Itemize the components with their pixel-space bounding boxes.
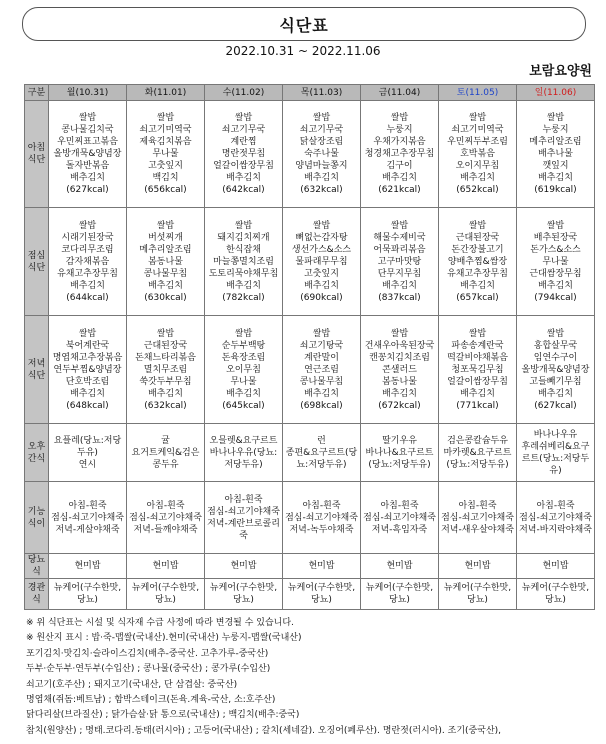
menu-cell xyxy=(283,316,361,424)
menu-item: 깻잎지 xyxy=(542,161,569,171)
row-label-line: 식단 xyxy=(27,370,46,381)
menu-item: 시래기된장국 xyxy=(61,232,114,243)
menu-item: 저녁-흑임자죽 xyxy=(371,524,428,535)
menu-item: 단호박조림 xyxy=(65,376,110,387)
menu-item: 쌀밥 xyxy=(234,113,253,123)
menu-item: 무나물 xyxy=(230,376,257,387)
note-line: 참치(원양산) ; 명태.코다리.동태(러시아) ; 고등어(국내산) ; 갈치(세네갈). 오징어(페루산). 명란젓(러시아). 조기(중국산), xyxy=(26,725,502,736)
menu-item: 고들빼기무침 xyxy=(529,376,582,387)
menu-item: 버섯찌개 xyxy=(148,232,183,243)
header-corner: 구분 xyxy=(25,85,49,101)
menu-item: 쇠고기미역국 xyxy=(139,125,192,135)
menu-item: 뉴케어(구수한맛,당뇨) xyxy=(53,583,122,605)
row-label-line: 간식 xyxy=(27,453,46,464)
menu-cell xyxy=(439,424,517,482)
menu-item: 한식잡채 xyxy=(226,244,261,255)
row-label-line: 오후 xyxy=(27,441,46,452)
menu-item: 돈채느타리볶음 xyxy=(135,352,196,363)
menu-item: 현미밥 xyxy=(542,561,569,571)
menu-item: 명엽채고추장볶음 xyxy=(52,352,123,363)
note-line: 닭다리살(브라질산) ; 닭가슴살·닭 통으로(국내산) ; 백김치(배추:중국) xyxy=(26,710,300,721)
menu-item: 아침-흰죽 xyxy=(536,500,575,511)
menu-item: 뉴케어(구수한맛,당뇨) xyxy=(443,583,512,605)
day-header: 목(11.03) xyxy=(283,85,361,101)
menu-item: 쌀밥 xyxy=(78,113,97,123)
row-label-line: 식이 xyxy=(27,518,46,529)
menu-item: 돈간장불고기 xyxy=(451,244,504,255)
menu-item: 쌀밥 xyxy=(156,328,175,339)
menu-item: 현미밥 xyxy=(74,561,101,571)
menu-cell xyxy=(439,482,517,554)
menu-cell xyxy=(361,554,439,579)
menu-cell xyxy=(127,208,205,316)
menu-item: 쌀밥 xyxy=(234,220,253,231)
menu-item: 얼갈이쌈장무침 xyxy=(213,161,274,171)
menu-item: 쇠고기미역국 xyxy=(451,125,504,135)
menu-item: 후레쉬베리&요구르트(당뇨:저당두유) xyxy=(521,441,590,476)
menu-item: 점심-쇠고기야채죽 xyxy=(441,512,514,523)
menu-cell xyxy=(361,424,439,482)
menu-item: 배추김치 xyxy=(460,388,495,399)
menu-item: 올방개묵&양념장 xyxy=(53,149,122,159)
menu-cell xyxy=(517,208,595,316)
row-label xyxy=(25,482,49,554)
row-label-line: 점심 xyxy=(27,250,46,261)
menu-cell xyxy=(205,554,283,579)
menu-cell xyxy=(361,101,439,208)
menu-item: 청포묵김무침 xyxy=(451,364,504,375)
menu-item: 쌀밥 xyxy=(156,220,175,231)
day-header: 월(10.31) xyxy=(49,85,127,101)
menu-item: 고춧잎지 xyxy=(148,161,183,171)
menu-item: 배추김치 xyxy=(538,280,573,291)
menu-item: 뉴케어(구수한맛,당뇨) xyxy=(209,583,278,605)
menu-item: 검은콩칼슘두유 xyxy=(447,435,508,446)
menu-item: (648kcal) xyxy=(66,400,109,411)
note-line: ※ 원산지 표시 : 밥·죽-맵쌀(국내산).현미(국내산) 누룽지-맵쌀(국내산) xyxy=(26,633,302,644)
menu-item: 돈가스&소스 xyxy=(530,244,581,255)
menu-item: 코다리무조림 xyxy=(61,244,114,255)
menu-cell xyxy=(439,101,517,208)
menu-item: (627kcal) xyxy=(66,185,109,195)
menu-item: 아침-흰죽 xyxy=(380,500,419,511)
menu-cell xyxy=(361,579,439,610)
menu-item: 돌자반볶음 xyxy=(65,161,110,171)
breakfast-row xyxy=(25,101,595,208)
menu-item: 오이지무침 xyxy=(455,161,500,171)
row-label-line: 식단 xyxy=(27,155,46,165)
menu-item: 배추김치 xyxy=(226,388,261,399)
menu-item: 현미밥 xyxy=(230,561,257,571)
menu-item: (690kcal) xyxy=(300,292,343,303)
menu-cell xyxy=(49,208,127,316)
menu-item: 양배추찜&쌈장 xyxy=(447,256,508,267)
menu-cell xyxy=(205,424,283,482)
note-line: ※ 위 식단표는 시설 및 식자재 수급 사정에 따라 변경될 수 있습니다. xyxy=(26,618,294,628)
menu-item: (698kcal) xyxy=(300,400,343,411)
menu-item: 쌀밥 xyxy=(156,113,175,123)
menu-cell xyxy=(205,579,283,610)
menu-item: 파송송계란국 xyxy=(451,340,504,351)
row-label-line: 당뇨 xyxy=(27,555,46,565)
notes xyxy=(26,616,596,739)
menu-item: 무나물 xyxy=(542,256,569,267)
menu-cell xyxy=(439,579,517,610)
menu-cell xyxy=(439,554,517,579)
menu-item: (657kcal) xyxy=(456,292,499,303)
menu-item: 배추김치 xyxy=(460,280,495,291)
menu-item: 메추리알조림 xyxy=(139,244,192,255)
day-header: 화(11.01) xyxy=(127,85,205,101)
menu-item: 배추김치 xyxy=(460,173,495,183)
menu-item: 저녁-게살야채죽 xyxy=(55,524,120,535)
menu-item: (619kcal) xyxy=(534,185,577,195)
menu-item: (630kcal) xyxy=(144,292,187,303)
row-label-line: 식단 xyxy=(27,262,46,273)
menu-item: 누룽지 xyxy=(542,125,569,135)
menu-item: 연시 xyxy=(78,459,97,470)
menu-cell xyxy=(283,482,361,554)
menu-item: 연근조림 xyxy=(304,364,339,375)
menu-item: 마카렛&요구르트(당뇨:저당두유) xyxy=(443,447,512,470)
menu-item: 딸기우유 xyxy=(382,435,417,446)
menu-cell xyxy=(517,316,595,424)
menu-item: 쌀밥 xyxy=(234,328,253,339)
menu-item: 호박볶음 xyxy=(460,149,495,159)
menu-item: 점심-쇠고기야채죽 xyxy=(363,512,436,523)
menu-item: (782kcal) xyxy=(222,292,265,303)
menu-item: 근대된장국 xyxy=(455,232,500,243)
menu-cell xyxy=(127,316,205,424)
menu-item: 바나나우유 xyxy=(533,429,578,440)
menu-item: (652kcal) xyxy=(456,185,499,195)
menu-item: 저녁-녹두야채죽 xyxy=(289,524,354,535)
menu-item: 콘샐러드 xyxy=(382,364,417,375)
menu-item: 임연수구이 xyxy=(533,352,578,363)
menu-cell xyxy=(205,482,283,554)
menu-cell xyxy=(127,579,205,610)
menu-cell xyxy=(49,554,127,579)
menu-cell xyxy=(127,482,205,554)
menu-cell xyxy=(517,101,595,208)
row-label-line: 경관 xyxy=(27,583,46,593)
menu-item: 봄동나물 xyxy=(382,376,417,387)
menu-cell xyxy=(283,208,361,316)
menu-item: 아침-흰죽 xyxy=(224,494,263,505)
menu-item: 쌀밥 xyxy=(312,220,331,231)
row-label-line: 식 xyxy=(32,595,41,605)
menu-cell xyxy=(439,316,517,424)
day-header: 수(11.02) xyxy=(205,85,283,101)
menu-item: 뼈없는감자탕 xyxy=(295,232,348,243)
diabetic-diet-row xyxy=(25,554,595,579)
menu-item: 감자채볶음 xyxy=(65,256,110,267)
menu-item: 배추김치 xyxy=(226,280,261,291)
menu-item: 청경채고추장무침 xyxy=(364,149,435,159)
therapeutic-diet-row xyxy=(25,482,595,554)
menu-item: 계란말이 xyxy=(304,352,339,363)
menu-item: 뉴케어(구수한맛,당뇨) xyxy=(131,583,200,605)
menu-item: 요플레(당뇨:저당두유) xyxy=(53,435,122,458)
menu-item: 쌀밥 xyxy=(468,328,487,339)
menu-item: 배추나물 xyxy=(538,149,573,159)
menu-item: 쌀밥 xyxy=(546,328,565,339)
menu-item: 뉴케어(구수한맛,당뇨) xyxy=(365,583,434,605)
menu-item: (621kcal) xyxy=(378,185,421,195)
menu-cell xyxy=(517,579,595,610)
menu-item: 뉴케어(구수한맛,당뇨) xyxy=(521,583,590,605)
menu-item: (656kcal) xyxy=(144,185,187,195)
snack-row xyxy=(25,424,595,482)
menu-item: 우채가지볶음 xyxy=(373,137,426,147)
menu-item: 귤 xyxy=(161,435,170,446)
menu-item: 쌀밥 xyxy=(468,220,487,231)
menu-cell xyxy=(361,208,439,316)
menu-item: 떡갈비야채볶음 xyxy=(447,352,508,363)
menu-item: 닭살장조림 xyxy=(299,137,344,147)
menu-item: 배추된장국 xyxy=(533,232,578,243)
menu-item: (642kcal) xyxy=(222,185,265,195)
menu-item: 양념마늘쫑지 xyxy=(295,161,348,171)
row-label xyxy=(25,554,49,579)
menu-item: 현미밥 xyxy=(308,561,335,571)
page-title xyxy=(22,7,586,41)
menu-item: 근대쌈장무침 xyxy=(529,268,582,279)
menu-item: 아침-흰죽 xyxy=(302,500,341,511)
menu-cell xyxy=(283,101,361,208)
menu-item: 돼지김치찌개 xyxy=(217,232,270,243)
menu-item: 무나물 xyxy=(152,149,179,159)
menu-item: 배추김치 xyxy=(382,173,417,183)
dinner-row xyxy=(25,316,595,424)
menu-item: 배추김치 xyxy=(304,280,339,291)
date-range: 2022.10.31 ~ 2022.11.06 xyxy=(225,44,381,58)
menu-item: 저녁-바지락야채죽 xyxy=(519,524,592,535)
note-line: 두부·순두부·연두부(수입산) ; 콩나물(중국산) ; 콩가루(수입산) xyxy=(26,664,271,675)
menu-item: 홍합살무국 xyxy=(533,340,578,351)
menu-item: 쌀밥 xyxy=(312,328,331,339)
menu-item: 봄동나물 xyxy=(148,256,183,267)
menu-item: 저녁-계란브로콜리죽 xyxy=(207,518,280,541)
menu-item: 연두부찜&양념장 xyxy=(53,364,122,375)
menu-item: 누룽지 xyxy=(386,125,413,135)
menu-cell xyxy=(517,482,595,554)
menu-item: 쌀밥 xyxy=(468,113,487,123)
menu-item: 점심-쇠고기야채죽 xyxy=(51,512,124,523)
menu-item: 숙주나물 xyxy=(304,149,339,159)
menu-cell xyxy=(517,424,595,482)
menu-item: (771kcal) xyxy=(456,400,499,411)
menu-item: 바나나우유(당뇨:저당두유) xyxy=(209,447,278,470)
menu-item: 배추김치 xyxy=(538,388,573,399)
menu-item: 런 xyxy=(317,435,326,446)
page-title-text: 식단표 xyxy=(279,15,329,35)
menu-item: 생선가스&소스 xyxy=(291,244,352,255)
menu-cell xyxy=(361,482,439,554)
menu-item: 북어계란국 xyxy=(65,340,110,351)
menu-item: 어묵꽈리볶음 xyxy=(373,244,426,255)
menu-item: 점심-쇠고기야채죽 xyxy=(129,512,202,523)
menu-item: 쌀밥 xyxy=(390,113,409,123)
menu-item: 계란찜 xyxy=(230,137,257,147)
menu-item: 쌀밥 xyxy=(546,113,565,123)
menu-item: 쌀밥 xyxy=(546,220,565,231)
header-row xyxy=(25,85,595,101)
menu-item: (794kcal) xyxy=(534,292,577,303)
menu-cell xyxy=(283,554,361,579)
day-header-saturday: 토(11.05) xyxy=(439,85,517,101)
menu-item: (627kcal) xyxy=(534,400,577,411)
menu-item: 단무지무침 xyxy=(377,268,422,279)
menu-item: 배추김치 xyxy=(70,280,105,291)
menu-item: 쇠고기무국 xyxy=(221,125,266,135)
menu-item: 멸치무조림 xyxy=(143,364,188,375)
row-label xyxy=(25,101,49,208)
menu-cell xyxy=(127,424,205,482)
menu-item: 올방개묵&양념장 xyxy=(521,364,590,375)
note-line: 포기김치·맛김치·슬라이스김치(배추-중국산. 고추가루-중국산) xyxy=(26,648,269,659)
menu-item: 아침-흰죽 xyxy=(68,500,107,511)
menu-cell xyxy=(283,424,361,482)
menu-item: 유채고추장무침 xyxy=(57,268,118,279)
menu-item: 쑥갓두부무침 xyxy=(139,376,192,387)
menu-item: 배추김치 xyxy=(70,388,105,399)
menu-cell xyxy=(205,316,283,424)
menu-item: 쇠고기무국 xyxy=(299,125,344,135)
menu-item: 김구이 xyxy=(386,161,413,171)
menu-item: 점심-쇠고기야채죽 xyxy=(519,512,592,523)
row-label-line: 식 xyxy=(32,567,41,577)
menu-item: 요거트케익&검은콩두유 xyxy=(131,447,200,470)
menu-item: (645kcal) xyxy=(222,400,265,411)
menu-cell xyxy=(205,101,283,208)
menu-item: 우민찌표고볶음 xyxy=(57,137,118,147)
menu-cell xyxy=(283,579,361,610)
menu-item: 콩나물무침 xyxy=(299,376,344,387)
menu-item: 순두부백탕 xyxy=(221,340,266,351)
menu-item: (837kcal) xyxy=(378,292,421,303)
menu-cell xyxy=(517,554,595,579)
menu-item: 고구마맛탕 xyxy=(377,256,422,267)
menu-item: 배추김치 xyxy=(70,173,105,183)
menu-item: 얼갈이쌈장무침 xyxy=(447,376,508,387)
menu-item: 배추김치 xyxy=(538,173,573,183)
menu-item: 제육김치볶음 xyxy=(139,137,192,147)
tube-feeding-row xyxy=(25,579,595,610)
menu-item: 쌀밥 xyxy=(78,220,97,231)
row-label xyxy=(25,579,49,610)
menu-item: 고춧잎지 xyxy=(304,268,339,279)
row-label xyxy=(25,316,49,424)
menu-cell xyxy=(49,579,127,610)
menu-item: 우민찌두부조림 xyxy=(447,137,508,147)
menu-item: 배추김치 xyxy=(304,173,339,183)
menu-table xyxy=(24,84,595,610)
menu-cell xyxy=(49,424,127,482)
menu-item: 배추김치 xyxy=(304,388,339,399)
menu-item: 현미밥 xyxy=(152,561,179,571)
menu-item: 쌀밥 xyxy=(312,113,331,123)
menu-item: 아침-흰죽 xyxy=(146,500,185,511)
menu-item: 도토리묵야채무침 xyxy=(208,268,279,279)
menu-item: 배추김치 xyxy=(148,388,183,399)
day-header-sunday: 일(11.06) xyxy=(517,85,595,101)
menu-item: (672kcal) xyxy=(378,400,421,411)
menu-item: 점심-쇠고기야채죽 xyxy=(207,506,280,517)
menu-item: 종편&요구르트(당뇨:저당두유) xyxy=(285,447,358,470)
facility-name: 보람요양원 xyxy=(529,64,592,79)
note-line: 쇠고기(호주산) ; 돼지고기(국내산, 단 삼겹살: 중국산) xyxy=(26,679,238,690)
menu-item: (644kcal) xyxy=(66,292,109,303)
row-label-line: 아침 xyxy=(27,143,46,153)
menu-item: 쌀밥 xyxy=(390,328,409,339)
menu-item: 건새우아욱된장국 xyxy=(364,340,435,351)
menu-item: 저녁-새우살야채죽 xyxy=(441,524,514,535)
menu-item: 콩나물김치국 xyxy=(61,125,114,135)
row-label-line: 기능 xyxy=(27,506,46,517)
menu-item: 근대된장국 xyxy=(143,340,188,351)
menu-item: 저녁-들깨야채죽 xyxy=(133,524,198,535)
menu-item: (632kcal) xyxy=(300,185,343,195)
menu-item: (632kcal) xyxy=(144,400,187,411)
menu-item: 마늘쫑멸치조림 xyxy=(213,256,274,267)
menu-cell xyxy=(49,316,127,424)
lunch-row xyxy=(25,208,595,316)
menu-cell xyxy=(127,554,205,579)
menu-cell xyxy=(361,316,439,424)
menu-item: 현미밥 xyxy=(464,561,491,571)
menu-item: 콩나물무침 xyxy=(143,268,188,279)
menu-item: 명란젓무침 xyxy=(221,149,266,159)
menu-item: 돈육장조림 xyxy=(221,352,266,363)
row-label xyxy=(25,424,49,482)
menu-item: 아침-흰죽 xyxy=(458,500,497,511)
day-header: 금(11.04) xyxy=(361,85,439,101)
menu-item: 현미밥 xyxy=(386,561,413,571)
menu-item: 물파래무무침 xyxy=(295,256,348,267)
menu-item: 점심-쇠고기야채죽 xyxy=(285,512,358,523)
menu-item: 바나나&요구르트(당뇨:저당두유) xyxy=(365,447,434,470)
menu-item: 캔꽁치김치조림 xyxy=(369,352,430,363)
menu-cell xyxy=(49,101,127,208)
menu-item: 배추김치 xyxy=(226,173,261,183)
menu-item: 유채고추장무침 xyxy=(447,268,508,279)
menu-item: 배추김치 xyxy=(148,280,183,291)
menu-item: 쌀밥 xyxy=(78,328,97,339)
menu-item: 해물수제비국 xyxy=(373,232,426,243)
row-label-line: 저녁 xyxy=(27,358,46,369)
menu-item: 메추리알조림 xyxy=(529,137,582,147)
menu-item: 쇠고기탕국 xyxy=(299,340,344,351)
menu-item: 배추김치 xyxy=(382,388,417,399)
menu-item: 오믈렛&요구르트 xyxy=(209,435,278,446)
menu-cell xyxy=(127,101,205,208)
menu-item: 백김치 xyxy=(152,173,179,183)
menu-item: 오이무침 xyxy=(226,364,261,375)
menu-item: 쌀밥 xyxy=(390,220,409,231)
note-line: 명엽채(쥐돔:베트남) ; 함박스테이크(돈육.계육-국산, 소:호주산) xyxy=(26,695,276,706)
menu-item: 뉴케어(구수한맛,당뇨) xyxy=(287,583,356,605)
menu-cell xyxy=(439,208,517,316)
menu-cell xyxy=(205,208,283,316)
row-label xyxy=(25,208,49,316)
menu-cell xyxy=(49,482,127,554)
menu-item: 배추김치 xyxy=(382,280,417,291)
